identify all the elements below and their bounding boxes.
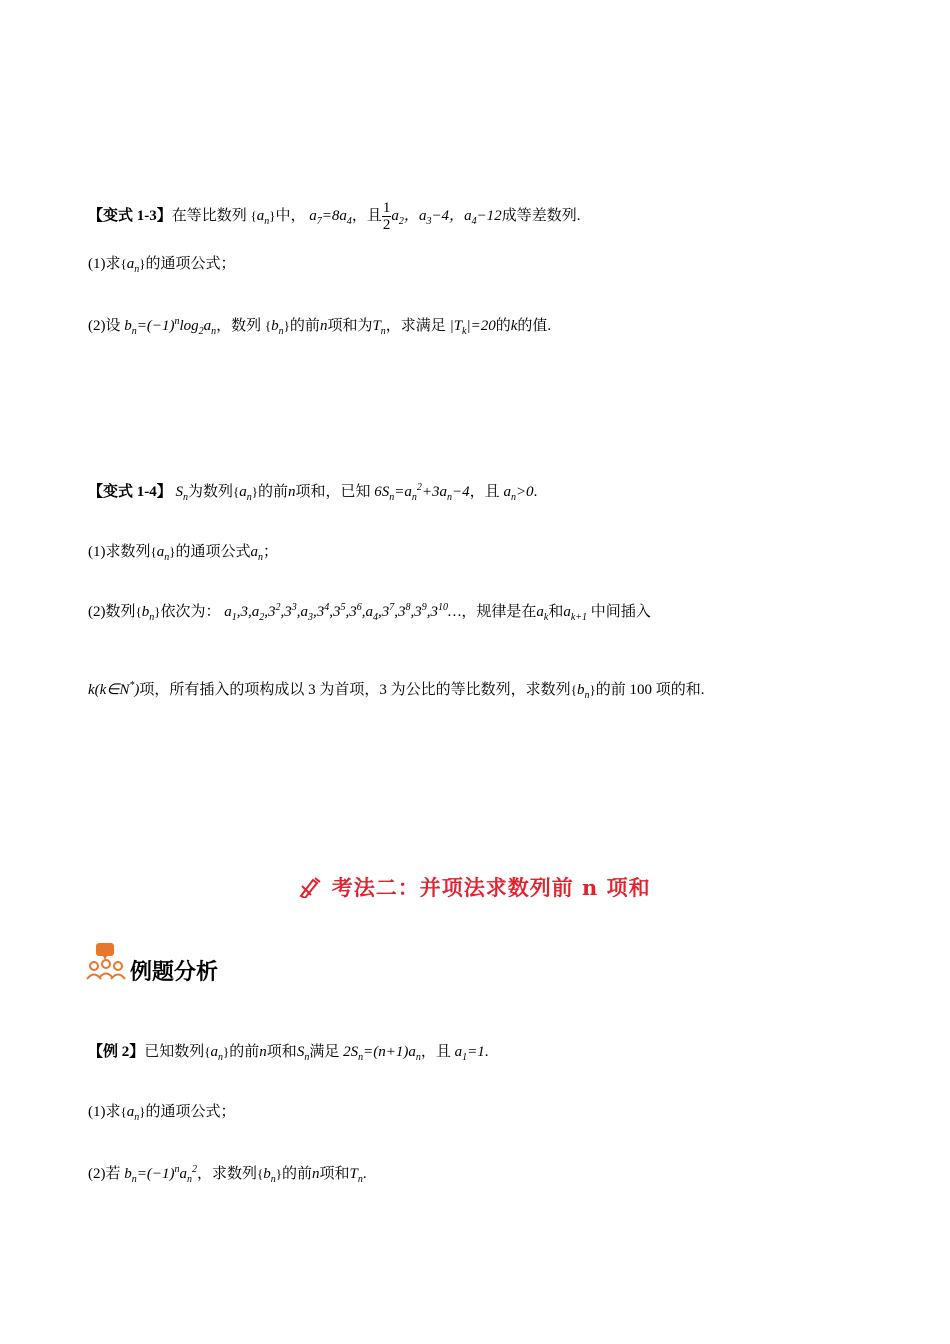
v14-part2 [88, 600, 651, 623]
section-title [86, 942, 218, 986]
people-discussion-icon [86, 942, 126, 986]
v14-p1-seq: $\{a_n\}$ [150, 544, 176, 563]
v13-frac: $\frac{1}{2}$ [382, 200, 391, 233]
v14-p1-tail: 的通项公式 [175, 544, 251, 560]
v13-p2-label: (2)设 [88, 318, 121, 334]
v14-tag: 【变式 1-4】 [88, 484, 172, 500]
ex2-p2-t3: 项和 [319, 1166, 350, 1182]
ex2-p2-seq: $\{b_n\}$ [257, 1166, 282, 1185]
v13-p2-t2: 的前 [289, 318, 320, 334]
v14-p2-seq: $\{b_n\}$ [135, 604, 161, 623]
ex2-p1-label: (1)求 [88, 1104, 121, 1120]
v13-p2-t1: ，数列 [216, 318, 262, 334]
ex2-p2-end: . [362, 1166, 367, 1182]
v14-cond: $a_n>0$ [503, 484, 534, 503]
v14-p2-t2: ，规律是在 [461, 604, 537, 620]
ex2-seq: $\{a_n\}$ [204, 1044, 230, 1063]
v13-p2-T: $T_n$ [372, 318, 386, 337]
method-heading [0, 872, 950, 902]
ex2-formula: $2S_n=(n+1)a_n$ [343, 1044, 421, 1063]
v13-t2: ，且 [351, 207, 382, 224]
ex2-n: n [259, 1044, 267, 1060]
ex2-p2-formula: $b_n=(-1)^na_n^2$ [124, 1164, 197, 1185]
v13-stem [88, 200, 580, 233]
ex2-t2: 的前 [229, 1044, 260, 1060]
ex2-part2 [88, 1162, 367, 1185]
v14-p2-label: (2)数列 [88, 604, 136, 620]
v14-n: n [288, 484, 296, 500]
v13-cond2: $a_2$，$a_3-4$，$a_4-12$ [391, 207, 502, 227]
v13-p2-t5: 的 [495, 318, 511, 334]
v14-p2-t4: 中间插入 [590, 604, 651, 620]
v14-part1 [88, 540, 278, 563]
v14-S: $S_n$ [175, 484, 188, 503]
v13-p2-k: k [510, 318, 518, 334]
v14-p1-end: ； [263, 544, 279, 560]
ex2-t4: 满足 [309, 1044, 340, 1060]
v13-p1-label: (1)求 [88, 256, 121, 272]
v14-dot: . [533, 484, 538, 500]
v14-p1-label: (1)求数列 [88, 544, 151, 560]
v13-p2-cond: $|T_k|=20$ [449, 318, 496, 337]
v13-t3: 成等差数列. [501, 207, 581, 224]
method-heading-text: 考法二：并项法求数列前 n 项和 [331, 875, 651, 900]
ex2-dot: . [484, 1044, 489, 1060]
ex2-tag: 【例 2】 [88, 1044, 145, 1060]
v13-p2-t4: ，求满足 [385, 318, 446, 334]
ex2-p2-t1: ，求数列 [196, 1166, 257, 1182]
v14-t1: 为数列 [188, 484, 234, 500]
v14-formula: $6S_n=a_n^2+3a_n-4$ [374, 482, 470, 503]
ex2-p2-n: n [312, 1166, 320, 1182]
v14-p2-t3: 和 [548, 604, 564, 620]
v14-p3-t1: 项，所有插入的项构成以 3 为首项，3 为公比的等比数列，求数列 [139, 682, 571, 698]
ex2-p1-tail: 的通项公式； [145, 1104, 236, 1120]
ex2-t5: ，且 [420, 1044, 451, 1060]
v13-part2 [88, 314, 551, 337]
v13-tag: 【变式 1-3】 [88, 207, 172, 224]
v13-p2-n: n [319, 318, 328, 334]
v14-p2-ak1: $a_{k+1}$ [563, 604, 588, 623]
v14-t2: 的前 [258, 484, 289, 500]
v14-seq: $\{a_n\}$ [233, 484, 259, 503]
v13-intro: 在等比数列 [171, 207, 247, 224]
ex2-stem [88, 1040, 488, 1063]
v14-p2-ak: $a_k$ [536, 604, 549, 623]
v14-p1-an: $a_n$ [250, 544, 264, 563]
v13-cond1: $a_7=8a_4$ [309, 207, 352, 227]
v13-seq: $\{a_n\}$ [250, 207, 276, 227]
ex2-p2-label: (2)若 [88, 1166, 121, 1182]
v14-p2-list: $a_1,3,a_2,3^2,3^3,a_3,3^4,3^5,3^6,a_4,3^7,3^8,3^9,3^{10}\dots$ [224, 602, 462, 623]
v13-p2-t6: 的值. [517, 318, 552, 334]
v13-p2-t3: 项和为 [327, 318, 373, 334]
v14-p2-t1: 依次为： [160, 604, 221, 620]
v13-p1-seq: $\{a_n\}$ [120, 256, 146, 275]
v14-t4: ，且 [469, 484, 500, 500]
section-title-text: 例题分析 [130, 959, 219, 985]
v14-p3-seq: $\{b_n\}$ [570, 682, 596, 701]
ex2-t3: 项和 [266, 1044, 297, 1060]
ex2-cond: $a_1=1$ [454, 1044, 485, 1063]
ex2-p2-T: $T_n$ [349, 1166, 363, 1185]
ex2-p1-seq: $\{a_n\}$ [120, 1104, 146, 1123]
ex2-t1: 已知数列 [144, 1044, 205, 1060]
ex2-p2-t2: 的前 [282, 1166, 313, 1182]
v13-p1-tail: 的通项公式； [145, 256, 236, 272]
v14-t3: 项和，已知 [295, 484, 371, 500]
v14-part2-cont [88, 678, 704, 701]
ex2-S: $S_n$ [296, 1044, 310, 1063]
v14-stem [88, 480, 537, 503]
v14-p3-t2: 的前 100 项的和. [595, 682, 705, 698]
ex2-part1 [88, 1100, 236, 1123]
v13-t1: 中， [275, 207, 306, 224]
v13-part1 [88, 252, 236, 275]
v14-p3-k: k(k∈N*) [88, 680, 140, 698]
v13-p2-formula: $b_n=(-1)^n\log_2a_n$ [124, 316, 217, 337]
pencil-ruler-icon [299, 875, 331, 900]
v13-p2-seq: $\{b_n\}$ [264, 318, 290, 337]
